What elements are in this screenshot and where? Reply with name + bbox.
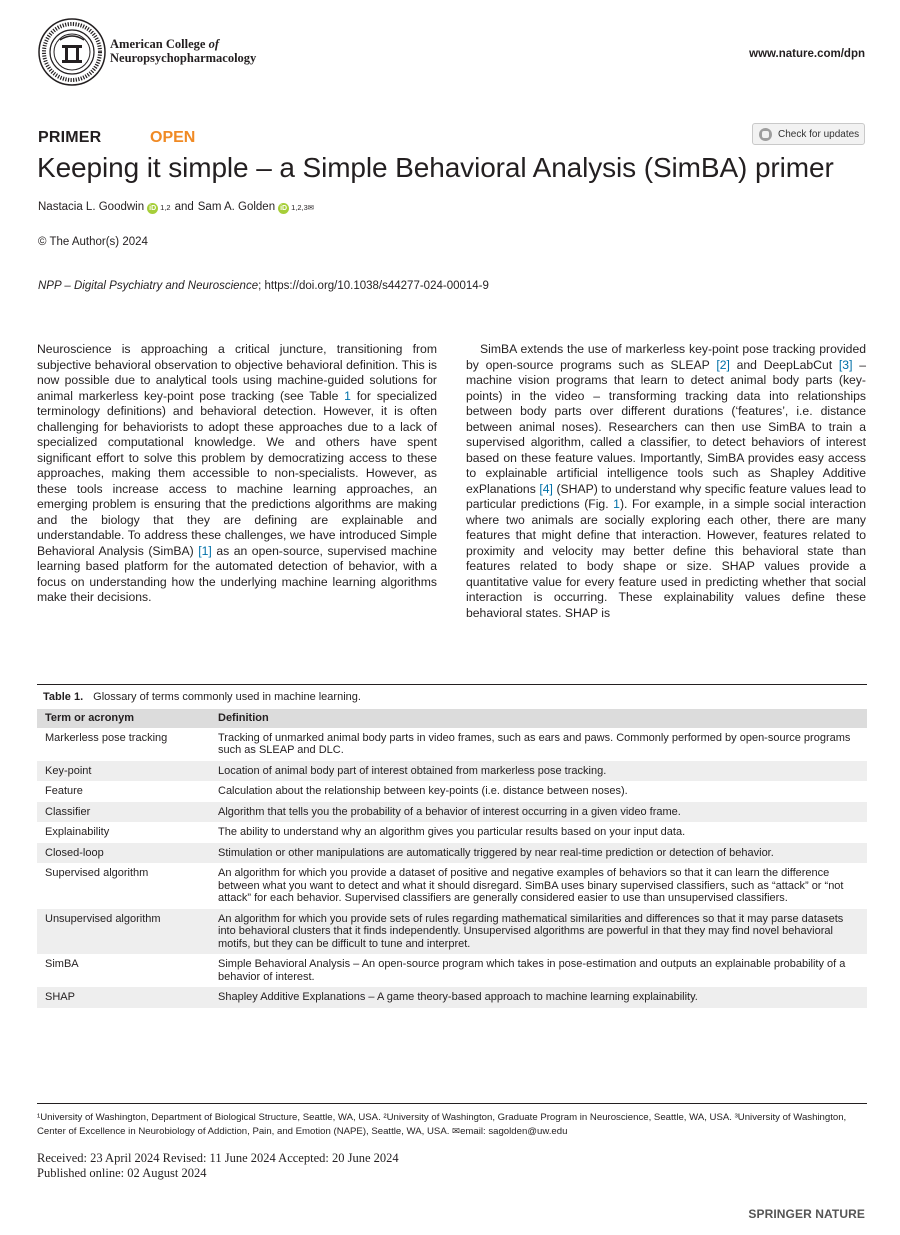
article-title: Keeping it simple – a Simple Behavioral Analysis (SimBA) primer: [37, 152, 834, 183]
reference-link[interactable]: [4]: [539, 481, 553, 496]
orcid-icon[interactable]: iD: [149, 205, 157, 212]
table-cell-term: Explainability: [45, 826, 110, 838]
doi-link[interactable]: ; https://doi.org/10.1038/s44277-024-00014-9: [258, 280, 489, 292]
body-column-left: [37, 342, 437, 606]
table-cell-term: SimBA: [45, 958, 79, 970]
table-row: [37, 761, 867, 782]
table-cell-term: Key-point: [37, 761, 210, 782]
organization-name: American College of Neuropsychopharmacology: [110, 37, 257, 65]
table-cell-definition: Tracking of unmarked animal body parts in video frames, such as ears and paws. Commonly performed by open-source programs such as SLEAP and DLC.: [218, 731, 851, 756]
table-cell-definition: Stimulation or other manipulations are automatically triggered by near real-time prediction or detection of behavior.: [210, 843, 867, 864]
open-access-label: OPEN: [150, 129, 196, 146]
table-cell-term: Closed-loop: [37, 843, 210, 864]
table-cell-definition: Simple Behavioral Analysis – An open-source program which takes in pose-estimation and outputs an explainable probability of a behavior of interest.: [218, 958, 846, 983]
published-date: Published online: 02 August 2024: [37, 1166, 207, 1180]
glossary-table-grid: [37, 709, 867, 1008]
author-name[interactable]: Sam A. Golden: [197, 201, 276, 213]
journal-name: NPP – Digital Psychiatry and Neuroscience: [38, 280, 259, 292]
body-paragraph: SimBA extends the use of markerless key-point pose tracking provided by open-source programs such as SLEAP [2] and DeepLabCut [3] – machine vision programs that learn to detect animal body parts (key-points) in the video – transforming tracking data into relationships between body parts over different durations (‘features’, i.e. distance between animal noses). Researchers can then use SimBA to train a supervised algorithm, called a classifier, to detect behaviors of interest based on these feature values. Importantly, SimBA provides easy access to explainable artificial intelligence tools such as Shapley Additive exPlanations [4] (SHAP) to understand why specific feature values lead to particular predictions (Fig. 1). For example, in a simple social interaction where two animals are socially exploring each other, there are many features that might define that interaction. However, features related to proximity and velocity may better define this behavioral state than features related to body shape or size. SHAP values provide a quantitative value for every feature used in predicting whether that social interaction is occurring. These explainability values define these behavioral states. SHAP is: [466, 342, 866, 620]
table-cell-definition: An algorithm for which you provide a dataset of positive and negative examples of behaviors so that it can learn the difference between what you want to detect and what it should disregard. SimBA uses binary supervised classifiers, such as “attack” or “not attack” for each behavior. Supervised classifiers are generally considered easier to use than unsupervised classifiers.: [218, 867, 844, 904]
table-cell-term: SHAP: [37, 987, 210, 1008]
reference-link[interactable]: 1: [344, 388, 351, 403]
table-row: [37, 843, 867, 864]
table-row: [37, 987, 867, 1008]
body-paragraph: Neuroscience is approaching a critical juncture, transitioning from subjective behavioral observation to objective behavioral definition. This is now possible due to analytical tools using machine-guided solutions for animal markerless key-point pose tracking (see Table 1 for specialized terminology definitions) and behavioral detection. However, it is often challenging for behaviorists to adopt these approaches due to a lack of specialized computational knowledge. We and others have spent significant effort to solve this problem by democratizing access to these approaches, making them accessible to non-specialists. However, as these tools increase access to machine learning approaches, an emerging problem is ensuring that the predictions algorithms are making and the biology that they are defining are explainable and understandable. To address these challenges, we have introduced Simple Behavioral Analysis (SimBA) [1] as an open-source, supervised machine learning based platform for the automated detection of behavior, with a focus on understanding how the underlying machine learning algorithms make their decisions.: [37, 342, 437, 604]
author-conjunction: and: [174, 201, 194, 213]
table-header-term: Term or acronym: [37, 709, 210, 728]
author-list: [38, 201, 314, 214]
table-header-definition: Definition: [210, 709, 867, 728]
table-caption: [37, 685, 867, 709]
publisher-logo: SPRINGER NATURE: [748, 1207, 865, 1221]
table-cell-term: Classifier: [37, 802, 210, 823]
table-cell-term: Feature: [45, 785, 83, 797]
body-column-right: [466, 342, 866, 621]
table-row: [37, 822, 867, 843]
reference-link[interactable]: [1]: [198, 543, 212, 558]
table-cell-definition: An algorithm for which you provide sets of rules regarding mathematical similarities and differences so that it may parse datasets into behavioral clusters that it finds independently. Unsupervised algorithms are powerful in that they may find novel behavioral motifs, but they can be difficult to tune and interpret.: [210, 909, 867, 955]
article-dates: [37, 1151, 399, 1181]
table-cell-definition: Location of animal body part of interest obtained from markerless pose tracking.: [210, 761, 867, 782]
author-name[interactable]: Nastacia L. Goodwin: [38, 201, 145, 213]
table-caption-text: Glossary of terms commonly used in machine learning.: [93, 691, 361, 703]
table-header-row: [37, 709, 867, 728]
reference-link[interactable]: 1: [613, 497, 620, 511]
table-cell-term: Unsupervised algorithm: [37, 909, 210, 955]
table-cell-definition: The ability to understand why an algorithm gives you particular results based on your input data.: [218, 826, 686, 838]
citation-line: [38, 280, 489, 292]
copyright-notice: © The Author(s) 2024: [38, 236, 148, 248]
author-affiliation-sup: 1,2: [160, 203, 171, 212]
table-cell-definition: Shapley Additive Explanations – A game theory-based approach to machine learning explainability.: [210, 987, 867, 1008]
orcid-icon[interactable]: iD: [280, 205, 288, 212]
table-row: [37, 728, 867, 761]
table-cell-term: Supervised algorithm: [45, 867, 149, 879]
check-for-updates-label: Check for updates: [778, 128, 860, 140]
author-affiliation-sup: 1,2,3✉: [291, 203, 315, 212]
check-for-updates-button[interactable]: [752, 123, 865, 145]
glossary-table: [37, 684, 867, 1008]
history-dates: Received: 23 April 2024 Revised: 11 June 2024 Accepted: 20 June 2024: [37, 1151, 399, 1165]
update-icon: [759, 128, 772, 141]
footer-rule: [37, 1103, 867, 1104]
table-cell-definition: Calculation about the relationship between key-points (i.e. distance between noses).: [218, 785, 628, 797]
affiliations: ¹University of Washington, Department of Biological Structure, Seattle, WA, USA. ²University of Washington, Graduate Program in Neuroscience, Seattle, WA, USA. ³University of Washington, Center of Excellence in Neurobiology of Addiction, Pain, and Emotion (NAPE), Seattle, WA, USA. ✉email: sagolden@uw.edu: [37, 1112, 847, 1137]
acnp-seal-logo: [38, 18, 106, 86]
table-row: [37, 863, 867, 909]
table-row: [37, 909, 867, 955]
journal-url-link[interactable]: www.nature.com/dpn: [749, 48, 865, 60]
table-cell-term: Markerless pose tracking: [45, 731, 168, 744]
reference-link[interactable]: [3]: [838, 357, 853, 372]
table-label: Table 1.: [43, 691, 84, 703]
table-cell-definition: Algorithm that tells you the probability of a behavior of interest occurring in a given video frame.: [210, 802, 867, 823]
article-type-label: PRIMER: [38, 129, 102, 146]
table-row: [37, 954, 867, 987]
table-row: [37, 802, 867, 823]
table-row: [37, 781, 867, 802]
reference-link[interactable]: [2]: [716, 357, 730, 372]
